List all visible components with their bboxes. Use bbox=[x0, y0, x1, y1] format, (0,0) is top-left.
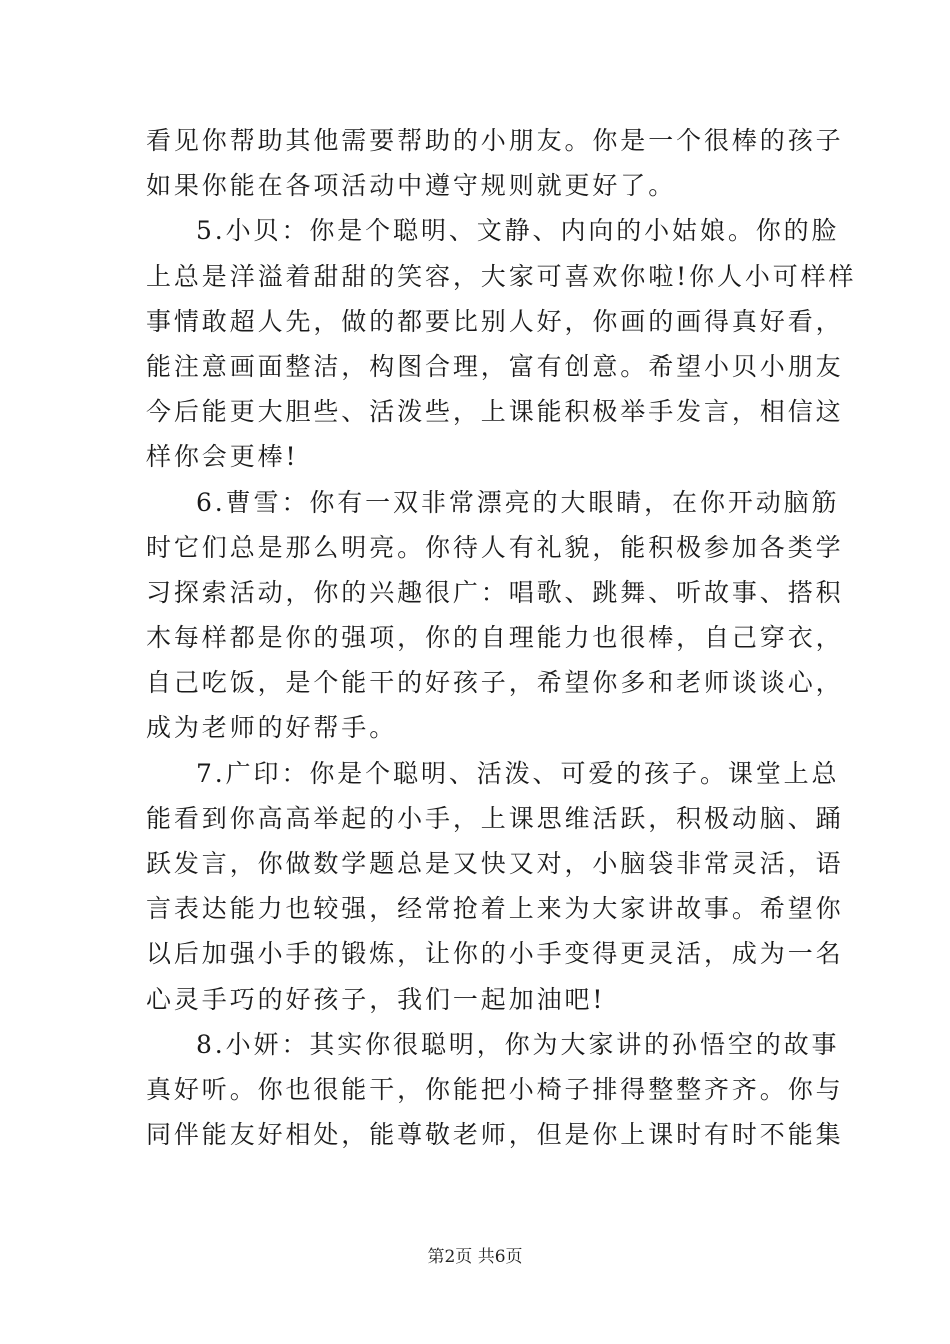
text-line: 跃发言，你做数学题总是又快又对，小脑袋非常灵活，语 bbox=[146, 849, 844, 878]
text-line: 言表达能力也较强，经常抢着上来为大家讲故事。希望你 bbox=[146, 894, 844, 924]
text-line: 样你会更棒! bbox=[146, 442, 299, 472]
paragraph-start-7: 7.广印：你是个聪明、活泼、可爱的孩子。课堂上总 bbox=[196, 758, 840, 788]
text-line: 心灵手巧的好孩子，我们一起加油吧! bbox=[146, 984, 606, 1014]
text-line: 真好听。你也很能干，你能把小椅子排得整整齐齐。你与 bbox=[146, 1074, 844, 1104]
text-line: 成为老师的好帮手。 bbox=[146, 713, 398, 743]
text-line: 今后能更大胆些、活泼些，上课能积极举手发言，相信这 bbox=[146, 397, 844, 427]
text-line: 上总是洋溢着甜甜的笑容，大家可喜欢你啦!你人小可样样 bbox=[146, 261, 857, 291]
text-line: 时它们总是那么明亮。你待人有礼貌，能积极参加各类学 bbox=[146, 532, 844, 562]
text-line: 事情敢超人先，做的都要比别人好，你画的画得真好看， bbox=[146, 306, 844, 336]
text-line: 习探索活动，你的兴趣很广：唱歌、跳舞、听故事、搭积 bbox=[146, 577, 844, 607]
text-line: 自己吃饭，是个能干的好孩子，希望你多和老师谈谈心， bbox=[146, 668, 844, 698]
document-body bbox=[146, 118, 857, 1157]
paragraph-start-8: 8.小妍：其实你很聪明，你为大家讲的孙悟空的故事 bbox=[196, 1029, 840, 1059]
text-line: 同伴能友好相处，能尊敬老师，但是你上课时有时不能集 bbox=[146, 1120, 844, 1150]
paragraph-start-6: 6.曹雪：你有一双非常漂亮的大眼睛，在你开动脑筋 bbox=[196, 487, 840, 517]
text-line: 看见你帮助其他需要帮助的小朋友。你是一个很棒的孩子 bbox=[146, 126, 844, 155]
text-line: 能注意画面整洁，构图合理，富有创意。希望小贝小朋友 bbox=[146, 351, 844, 381]
text-line: 如果你能在各项活动中遵守规则就更好了。 bbox=[146, 171, 677, 201]
text-line: 木每样都是你的强项，你的自理能力也很棒，自己穿衣， bbox=[146, 623, 844, 653]
text-line: 以后加强小手的锻炼，让你的小手变得更灵活，成为一名 bbox=[146, 939, 844, 969]
page-footer: 第2页 共6页 bbox=[427, 1247, 523, 1267]
text-line: 能看到你高高举起的小手，上课思维活跃，积极动脑、踊 bbox=[146, 803, 844, 833]
paragraph-start-5: 5.小贝：你是个聪明、文静、内向的小姑娘。你的脸 bbox=[196, 216, 840, 246]
